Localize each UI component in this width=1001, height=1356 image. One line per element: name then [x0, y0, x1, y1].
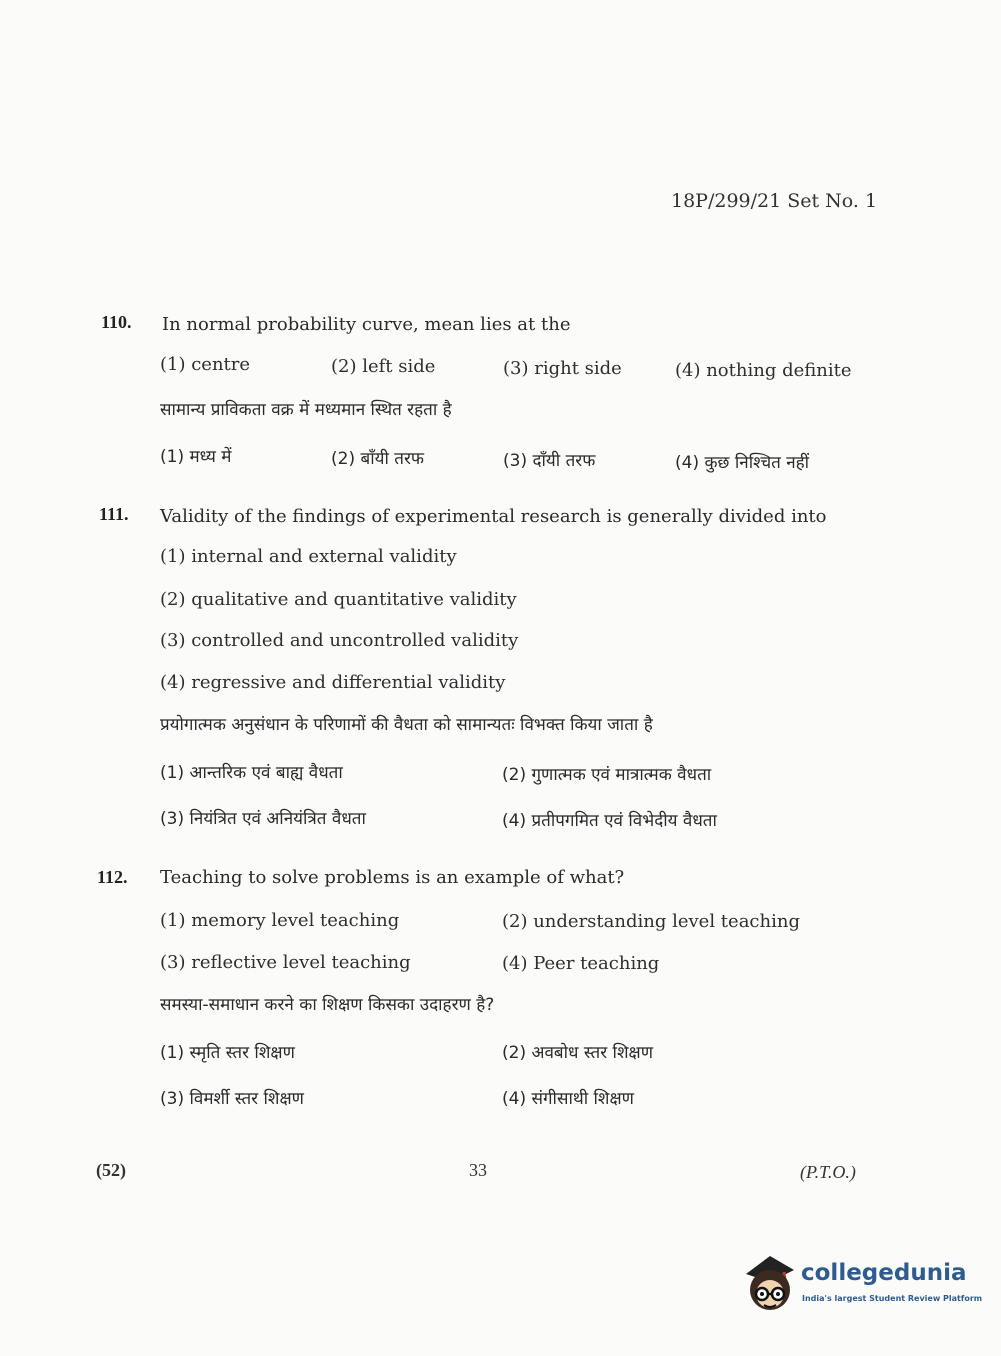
option-en-1: (1) internal and external validity	[160, 546, 457, 567]
option-hi-2: (2) अवबोध स्तर शिक्षण	[502, 1043, 653, 1063]
question-number: 112.	[97, 867, 128, 887]
question-text-en: In normal probability curve, mean lies at the	[162, 314, 571, 335]
pto-label: (P.T.O.)	[800, 1162, 856, 1182]
question-text-en: Teaching to solve problems is an example of what?	[160, 867, 625, 888]
option-hi-1: (1) स्मृति स्तर शिक्षण	[160, 1043, 295, 1063]
option-hi-1: (1) मध्य में	[160, 447, 232, 467]
option-hi-3: (3) दाँयी तरफ	[503, 451, 596, 471]
option-en-2: (2) left side	[331, 356, 436, 377]
option-hi-4: (4) कुछ निश्चित नहीं	[675, 453, 810, 473]
option-en-4: (4) Peer teaching	[502, 953, 660, 974]
question-text-hi: प्रयोगात्मक अनुसंधान के परिणामों की वैधता को सामान्यतः विभक्त किया जाता है	[160, 715, 653, 735]
option-hi-1: (1) आन्तरिक एवं बाह्य वैधता	[160, 763, 343, 783]
brand-tagline: India's largest Student Review Platform	[802, 1294, 983, 1303]
option-en-3: (3) controlled and uncontrolled validity	[160, 630, 519, 651]
option-en-4: (4) regressive and differential validity	[160, 672, 506, 693]
question-text-hi: सामान्य प्राविकता वक्र में मध्यमान स्थित रहता है	[160, 400, 452, 420]
question-number: 111.	[99, 504, 129, 524]
option-en-3: (3) right side	[503, 358, 622, 379]
brand-name: collegedunia	[801, 1260, 967, 1286]
option-en-2: (2) qualitative and quantitative validity	[160, 589, 517, 610]
option-hi-4: (4) प्रतीपगमित एवं विभेदीय वैधता	[502, 811, 717, 831]
question-text-hi: समस्या-समाधान करने का शिक्षण किसका उदाहरण है?	[160, 995, 495, 1015]
mascot-icon	[740, 1248, 800, 1318]
option-en-4: (4) nothing definite	[675, 360, 852, 381]
question-text-en: Validity of the findings of experimental research is generally divided into	[160, 506, 827, 527]
question-number: 110.	[101, 312, 132, 332]
option-hi-4: (4) संगीसाथी शिक्षण	[502, 1089, 634, 1109]
option-hi-2: (2) बाँयी तरफ	[331, 449, 425, 469]
page-number: 33	[469, 1160, 487, 1180]
option-hi-3: (3) विमर्शी स्तर शिक्षण	[160, 1089, 304, 1109]
footer-code: (52)	[96, 1160, 126, 1180]
option-en-3: (3) reflective level teaching	[160, 952, 411, 973]
collegedunia-watermark	[740, 1248, 983, 1318]
paper-code: 18P/299/21 Set No. 1	[671, 190, 878, 212]
option-en-1: (1) centre	[160, 354, 251, 375]
option-en-2: (2) understanding level teaching	[502, 911, 800, 932]
option-hi-2: (2) गुणात्मक एवं मात्रात्मक वैधता	[502, 765, 712, 785]
option-hi-3: (3) नियंत्रित एवं अनियंत्रित वैधता	[160, 809, 366, 829]
option-en-1: (1) memory level teaching	[160, 910, 400, 931]
